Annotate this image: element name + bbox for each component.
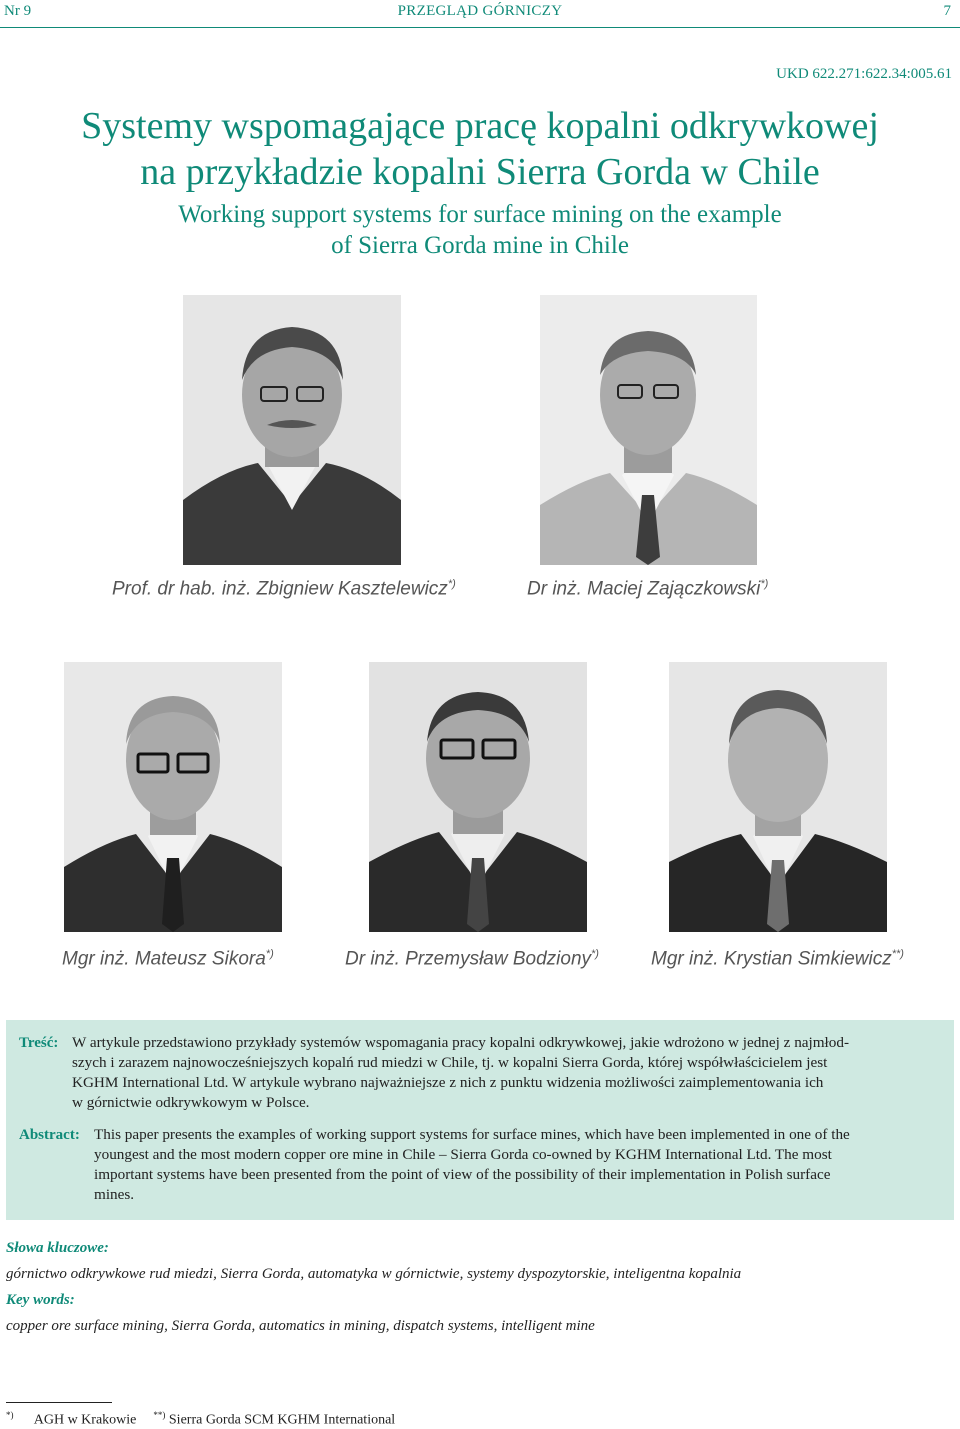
journal-name: PRZEGLĄD GÓRNICZY <box>397 3 563 19</box>
abstract-box <box>6 1020 954 1220</box>
keywords-pl-text: górnictwo odkrywkowe rud miedzi, Sierra Gorda, automatyka w górnictwie, systemy dyspozytorskie, inteligentna kopalnia <box>6 1266 742 1282</box>
abstract-pl-line2: szych i zarazem najnowocześniejszych kopalń rud miedzi w Chile, tj. w kopalni Sierra Gorda, której współwłaścicielem jest <box>72 1054 828 1071</box>
abstract-en-line4: mines. <box>94 1186 135 1203</box>
author-caption-4: Dr inż. Przemysław Bodziony*) <box>345 948 599 970</box>
page-number: 7 <box>943 3 951 19</box>
abstract-en-line3: important systems have been presented from the point of view of the possibility of their implementation in Polish surface <box>94 1166 831 1183</box>
title-pl-line1: Systemy wspomagające pracę kopalni odkrywkowej <box>81 105 879 147</box>
abstract-en-line2: youngest and the most modern copper ore mine in Chile – Sierra Gorda co-owned by KGHM International Ltd. The most <box>94 1146 832 1163</box>
title-en-line2: of Sierra Gorda mine in Chile <box>331 232 629 259</box>
footnote-affiliation-2: Sierra Gorda SCM KGHM International <box>168 1412 396 1428</box>
footnote-rule <box>6 1402 112 1403</box>
author-caption-2: Dr inż. Maciej Zajączkowski*) <box>527 578 769 600</box>
title-pl-line2: na przykładzie kopalni Sierra Gorda w Chile <box>140 151 820 193</box>
author-photo-4 <box>369 662 587 932</box>
ukd-classification: UKD 622.271:622.34:005.61 <box>776 66 952 82</box>
abstract-pl-line4: w górnictwie odkrywkowym w Polsce. <box>72 1094 310 1111</box>
header-rule <box>0 27 960 28</box>
running-header <box>0 0 960 28</box>
author-photo-3 <box>64 662 282 932</box>
abstract-pl-line3: KGHM International Ltd. W artykule wybrano najważniejsze z nich z punktu widzenia możliwości zaimplementowania ich <box>72 1074 824 1091</box>
author-caption-5: Mgr inż. Krystian Simkiewicz**) <box>651 948 904 970</box>
title-en-line1: Working support systems for surface mining on the example <box>178 201 782 228</box>
abstract-pl-line1: W artykule przedstawiono przykłady systemów wspomagania pracy kopalni odkrywkowej, jakie wdrożono w jednej z najmłod- <box>72 1034 850 1051</box>
keywords-en-label: Key words: <box>6 1292 75 1308</box>
keywords-en-text: copper ore surface mining, Sierra Gorda, automatics in mining, dispatch systems, intelligent mine <box>6 1318 595 1334</box>
abstract-pl-label: Treść: <box>19 1035 59 1051</box>
author-photo-1 <box>183 295 401 565</box>
keywords-pl-label: Słowa kluczowe: <box>6 1240 109 1256</box>
author-caption-1: Prof. dr hab. inż. Zbigniew Kasztelewicz*) <box>112 578 456 600</box>
issue-number: Nr 9 <box>4 3 32 19</box>
footnote-mark-1: *) <box>6 1410 14 1420</box>
author-photo-5 <box>669 662 887 932</box>
abstract-en-line1: This paper presents the examples of working support systems for surface mines, which have been implemented in one of the <box>94 1126 850 1143</box>
abstract-en-label: Abstract: <box>19 1127 80 1143</box>
author-photo-2 <box>540 295 757 565</box>
footnote-affiliation-1: AGH w Krakowie <box>33 1412 137 1428</box>
author-caption-3: Mgr inż. Mateusz Sikora*) <box>62 948 274 970</box>
footnote-mark-2: **) <box>153 1410 166 1420</box>
